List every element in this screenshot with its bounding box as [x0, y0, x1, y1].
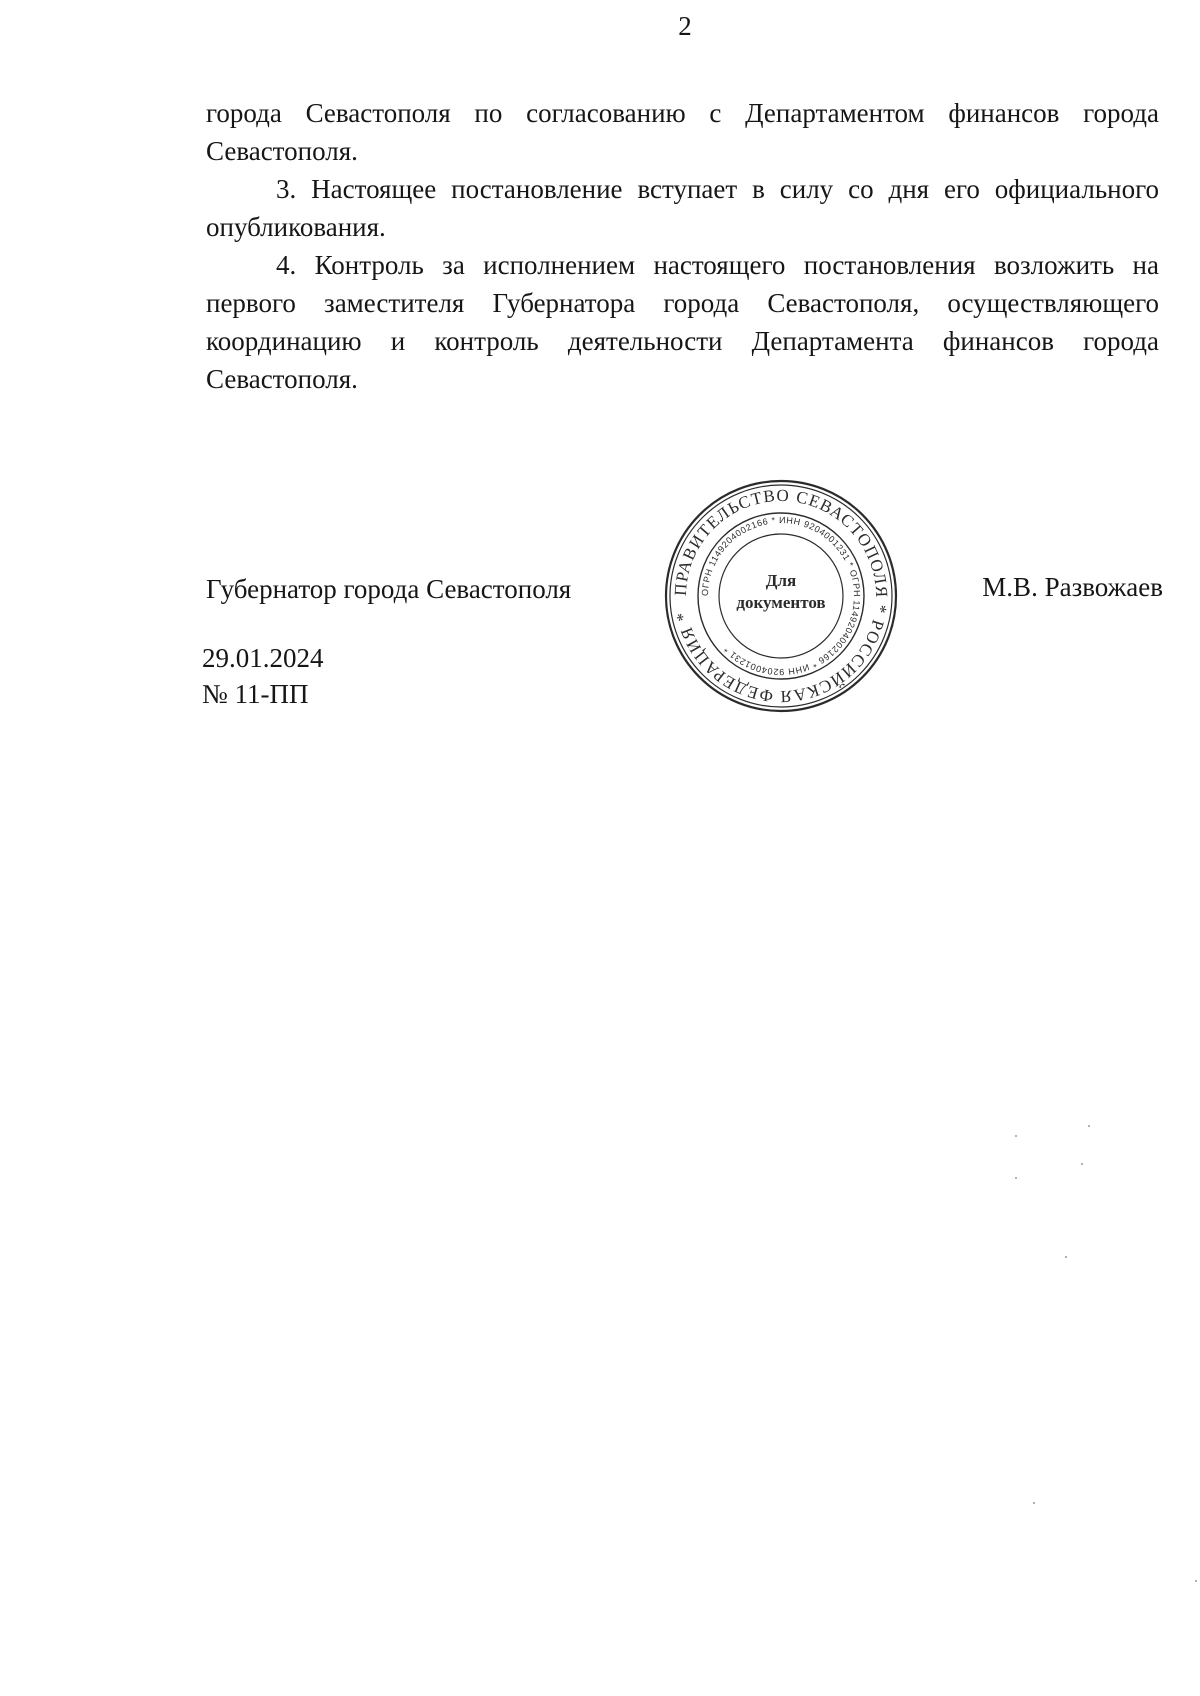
signatory-title: Губернатор города Севастополя	[206, 574, 572, 604]
paragraph-3: 3. Настоящее постановление вступает в силу со дня его официального опубликования.	[206, 174, 1159, 242]
paragraph-4: 4. Контроль за исполнением настоящего постановления возложить на первого заместителя Губернатора города Севастополя, осуществляющего координацию и контроль деятельности Департамента финансов города Севастополя.	[206, 250, 1159, 394]
seal-graphic	[663, 478, 899, 714]
official-seal	[663, 478, 899, 714]
document-number: № 11-ПП	[202, 679, 309, 709]
seal-center-line-2: документов	[736, 593, 826, 612]
document-date: 29.01.2024	[202, 643, 324, 673]
scan-speck	[1088, 1125, 1090, 1127]
document-body	[206, 94, 1159, 398]
scan-speck	[1015, 1135, 1017, 1137]
scan-speck	[1065, 1256, 1067, 1258]
paragraph-continuation: города Севастополя по согласованию с Департаментом финансов города Севастополя.	[206, 98, 1159, 166]
scan-speck	[1033, 1502, 1035, 1504]
document-meta	[202, 640, 324, 712]
signatory-name: М.В. Развожаев	[982, 572, 1163, 602]
seal-center-line-1: Для	[765, 571, 797, 590]
scan-speck	[1015, 1177, 1017, 1179]
scan-speck	[1081, 1163, 1083, 1165]
seal-inner-text: ОГРН 1149204002166 * ИНН 9204001231 * ОГРН 1149204002166 * ИНН 9204001231 *	[699, 514, 863, 678]
seal-outer-text: ПРАВИТЕЛЬСТВО СЕВАСТОПОЛЯ * РОССИЙСКАЯ ФЕДЕРАЦИЯ *	[670, 485, 892, 707]
scan-speck	[1195, 1580, 1197, 1582]
page-number: 2	[678, 11, 692, 41]
